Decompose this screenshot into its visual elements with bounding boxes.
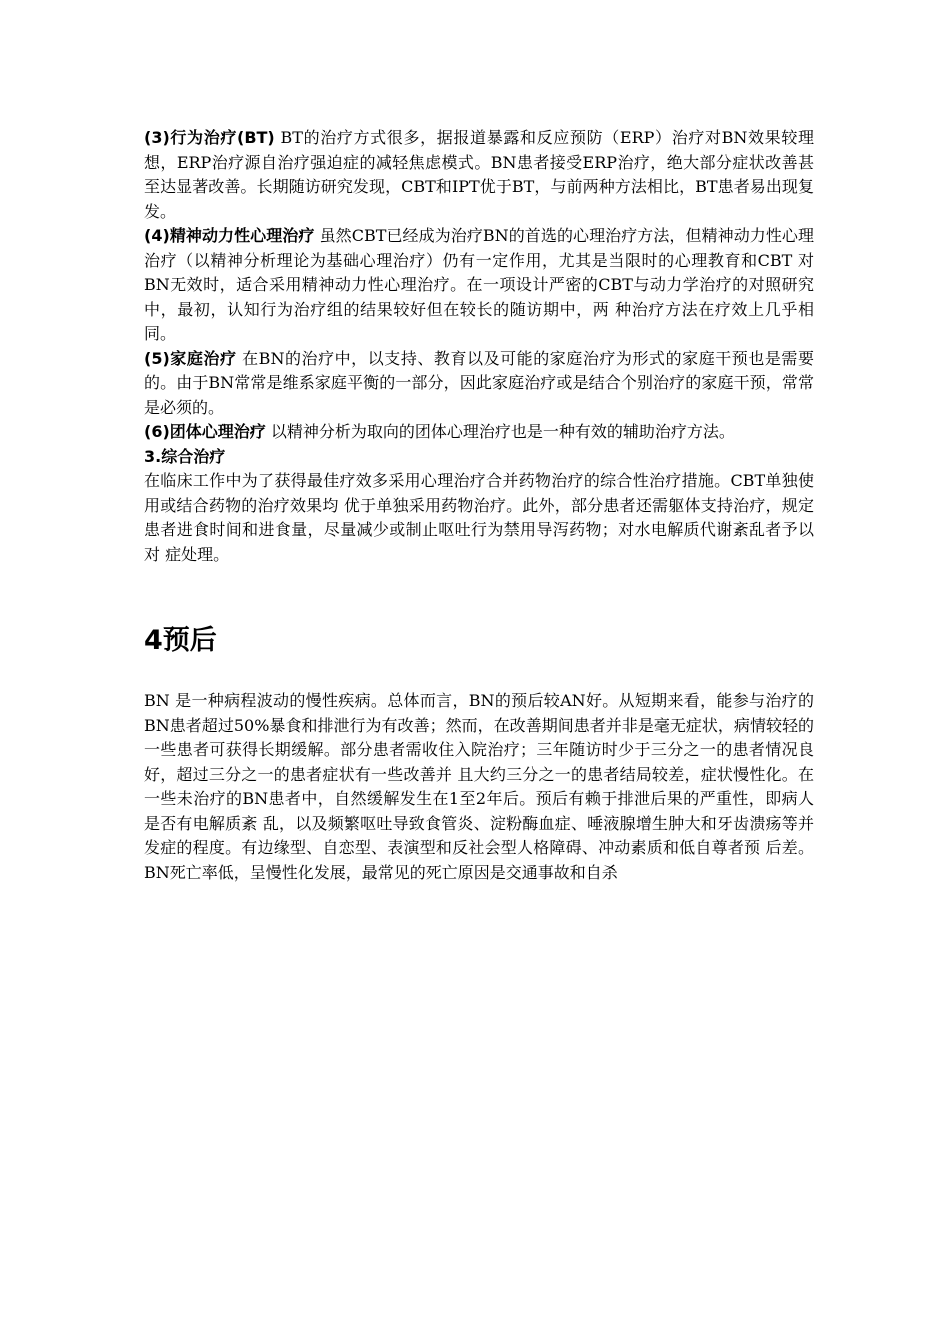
behavior-therapy-paragraph <box>144 126 814 224</box>
behavior-therapy-text: BT的治疗方式很多，据报道暴露和反应预防（ERP）治疗对BN效果较理想，ERP治疗源自治疗强迫症的减轻焦虑模式。BN患者接受ERP治疗，绝大部分症状改善甚至达显著改善。长期随访研究发现，CBT和IPT优于BT，与前两种方法相比，BT患者易出现复发。 <box>144 128 814 221</box>
family-therapy-paragraph <box>144 347 814 421</box>
psychodynamic-therapy-paragraph <box>144 224 814 347</box>
family-therapy-heading: (5)家庭治疗 <box>144 348 237 368</box>
family-therapy-text: 在BN的治疗中，以支持、教育以及可能的家庭治疗为形式的家庭干预也是需要的。由于BN常常是维系家庭平衡的一部分，因此家庭治疗或是结合个别治疗的家庭干预，常常是必须的。 <box>144 348 814 417</box>
group-therapy-paragraph <box>144 420 814 445</box>
combined-treatment-heading: 3.综合治疗 <box>144 446 226 466</box>
psychodynamic-therapy-text: 虽然CBT已经成为治疗BN的首选的心理治疗方法，但精神动力性心理治疗（以精神分析理论为基础心理治疗）仍有一定作用，尤其是当限时的心理教育和CBT 对BN无效时，适合采用精神动力性心理治疗。在一项设计严密的CBT与动力学治疗的对照研究中，最初，认知行为治疗组的结果较好但在较长的随访期中，两 种治疗方法在疗效上几乎相同。 <box>144 226 814 343</box>
prognosis-title: 4预后 <box>144 625 217 656</box>
document-page <box>144 126 814 885</box>
psychodynamic-therapy-heading: (4)精神动力性心理治疗 <box>144 226 315 245</box>
combined-treatment-text: 在临床工作中为了获得最佳疗效多采用心理治疗合并药物治疗的综合性治疗措施。CBT单独使用或结合药物的治疗效果均 优于单独采用药物治疗。此外，部分患者还需躯体支持治疗，规定患者进食时间和进食量，尽量减少或制止呕吐行为禁用导泻药物；对水电解质代谢紊乱者予以对 症处理。 <box>144 471 814 564</box>
group-therapy-heading: (6)团体心理治疗 <box>144 422 266 441</box>
prognosis-text: BN 是一种病程波动的慢性疾病。总体而言，BN的预后较AN好。从短期来看，能参与治疗的BN患者超过50%暴食和排泄行为有改善；然而，在改善期间患者并非是毫无症状，病情较轻的一些患者可获得长期缓解。部分患者需收住入院治疗；三年随访时少于三分之一的患者情况良好，超过三分之一的患者症状有一些改善并 且大约三分之一的患者结局较差，症状慢性化。在一些未治疗的BN患者中，自然缓解发生在1至2年后。预后有赖于排泄后果的严重性，即病人是否有电解质紊 乱，以及频繁呕吐导致食管炎、淀粉酶血症、唾液腺增生肿大和牙齿溃疡等并发症的程度。有边缘型、自恋型、表演型和反社会型人格障碍、冲动素质和低自尊者预 后差。BN死亡率低，呈慢性化发展，最常见的死亡原因是交通事故和自杀 <box>144 691 814 882</box>
behavior-therapy-heading: (3)行为治疗(BT) <box>144 128 275 147</box>
group-therapy-text: 以精神分析为取向的团体心理治疗也是一种有效的辅助治疗方法。 <box>265 422 735 441</box>
